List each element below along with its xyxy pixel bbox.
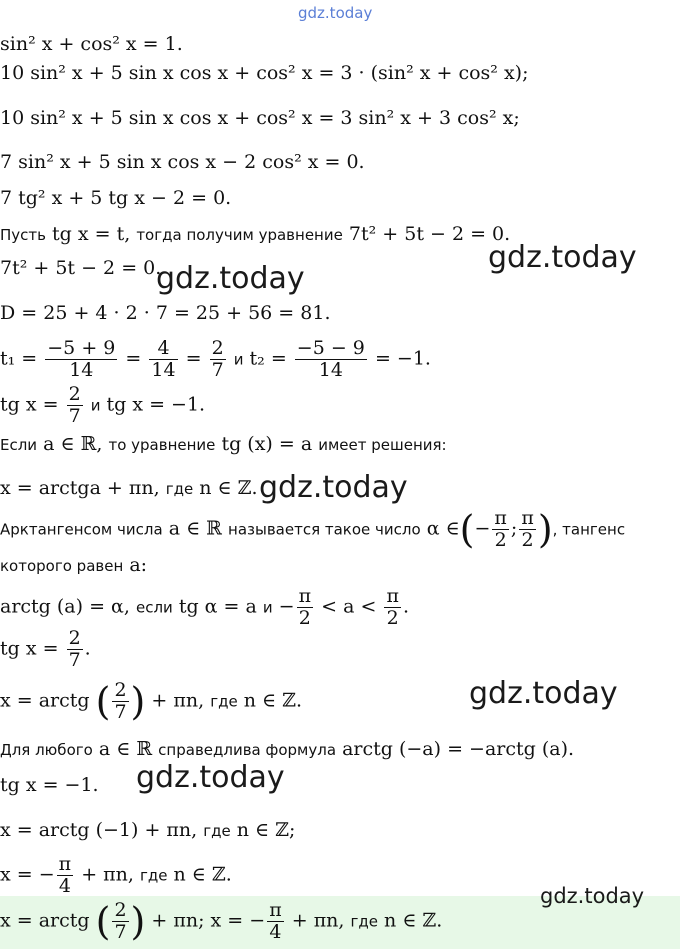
watermark-top: gdz.today bbox=[298, 4, 373, 22]
fraction bbox=[112, 900, 128, 943]
paren: ( bbox=[95, 679, 111, 724]
fraction bbox=[112, 680, 128, 723]
numerator: π bbox=[298, 585, 312, 607]
denominator: 4 bbox=[57, 875, 74, 897]
numerator: 2 bbox=[114, 899, 127, 921]
text: и bbox=[262, 598, 273, 617]
text: то уравнение bbox=[108, 436, 216, 454]
root2-label: t₂ = bbox=[249, 347, 287, 370]
line-solution-second bbox=[0, 821, 295, 840]
text-then: тогда получим уравнение bbox=[136, 226, 343, 244]
math: x = arctg bbox=[0, 689, 90, 712]
line-quadratic: 7t² + 5t − 2 = 0. bbox=[0, 257, 162, 279]
denominator: 7 bbox=[211, 358, 224, 381]
line-answer bbox=[0, 900, 442, 943]
text: называется такое число bbox=[228, 520, 421, 539]
text-and: и bbox=[233, 350, 244, 369]
text: , тангенс bbox=[552, 520, 626, 539]
math: α ∈ bbox=[426, 517, 460, 540]
text: где bbox=[210, 692, 238, 711]
math: tg α = a bbox=[178, 595, 257, 618]
numerator: π bbox=[269, 899, 282, 921]
numerator: π bbox=[494, 507, 507, 529]
equals-sign: = bbox=[125, 347, 142, 370]
text: Арктангенсом числа bbox=[0, 520, 163, 539]
numerator: 2 bbox=[114, 679, 127, 701]
numerator: 4 bbox=[157, 337, 170, 359]
text: где bbox=[165, 480, 194, 498]
math: tg x = bbox=[0, 637, 59, 660]
line-arctg-def: arctg (a) = α, если tg α = a и − $\frac{\pi}{2}$ < a < $\frac{\pi}{2}$ . bbox=[0, 585, 409, 629]
watermark-4: gdz.today bbox=[469, 676, 618, 711]
numerator: −5 − 9 bbox=[296, 337, 365, 359]
line-roots bbox=[0, 338, 431, 381]
denominator: 2 bbox=[519, 529, 536, 551]
math: a ∈ ℝ bbox=[168, 517, 222, 540]
numerator: −5 + 9 bbox=[47, 337, 116, 359]
fraction bbox=[67, 628, 83, 671]
line-definition-cont bbox=[0, 556, 147, 575]
math: arctg (a) = α, bbox=[0, 595, 130, 618]
text: где bbox=[350, 912, 378, 931]
line-substitution bbox=[0, 225, 510, 244]
fraction bbox=[210, 338, 226, 381]
text-let: Пусть bbox=[0, 226, 46, 244]
math: x = arctga + πn, bbox=[0, 477, 160, 499]
numerator: 2 bbox=[68, 383, 81, 405]
text: имеет решения: bbox=[318, 436, 447, 454]
denominator: 2 bbox=[384, 607, 401, 629]
line-odd-property bbox=[0, 740, 574, 759]
denominator: 7 bbox=[114, 700, 127, 723]
fraction bbox=[492, 508, 509, 551]
denominator: 14 bbox=[295, 359, 367, 381]
denominator: 2 bbox=[297, 607, 314, 629]
math: tg x = −1. bbox=[106, 393, 206, 416]
paren: ) bbox=[537, 507, 553, 552]
math: a ∈ ℝ, bbox=[43, 433, 103, 455]
math-quadratic: 7t² + 5t − 2 = 0. bbox=[348, 223, 511, 245]
math-subst: tg x = t, bbox=[52, 223, 131, 245]
text-and: и bbox=[90, 396, 101, 415]
numerator: π bbox=[521, 507, 534, 529]
root2-value: = −1. bbox=[374, 347, 431, 370]
math: x = arctg bbox=[0, 909, 90, 932]
fraction bbox=[295, 338, 367, 381]
watermark-2: gdz.today bbox=[156, 261, 305, 296]
math: n ∈ ℤ. bbox=[173, 863, 232, 886]
line-identity: sin² x + cos² x = 1. bbox=[0, 33, 183, 55]
fraction bbox=[384, 586, 401, 629]
numerator: π bbox=[58, 853, 72, 875]
paren: ) bbox=[130, 899, 146, 944]
numerator: 2 bbox=[211, 337, 224, 359]
text: которого равен bbox=[0, 557, 124, 575]
text: Если bbox=[0, 436, 38, 454]
line-expand: 10 sin² x + 5 sin x cos x + cos² x = 3 sin² x + 3 cos² x; bbox=[0, 107, 520, 129]
line-solution-first bbox=[0, 680, 302, 723]
math: tg (x) = a bbox=[221, 433, 313, 455]
line-definition: Арктангенсом числа a ∈ ℝ называется такое число α ∈(− $\frac{\pi}{2}$ ; $\frac{\pi}{2}$ ), тангенс bbox=[0, 507, 626, 552]
line-general-solution bbox=[0, 479, 258, 498]
math: a: bbox=[129, 554, 148, 576]
math: arctg (−a) = −arctg (a). bbox=[342, 738, 575, 760]
fraction bbox=[519, 508, 536, 551]
watermark-3: gdz.today bbox=[259, 470, 408, 505]
line-tan-equation: 7 tg² x + 5 tg x − 2 = 0. bbox=[0, 187, 232, 209]
paren: ( bbox=[95, 899, 111, 944]
paren: ) bbox=[130, 679, 146, 724]
math: + πn, bbox=[81, 863, 134, 886]
fraction bbox=[149, 338, 177, 381]
watermark-1: gdz.today bbox=[488, 240, 637, 275]
math: x = − bbox=[0, 863, 55, 886]
math: + πn, bbox=[151, 689, 205, 712]
watermark-5: gdz.today bbox=[136, 760, 285, 795]
denominator: 7 bbox=[68, 648, 81, 671]
fraction bbox=[267, 900, 284, 943]
math: n ∈ ℤ. bbox=[243, 689, 303, 712]
root1-label: t₁ = bbox=[0, 347, 38, 370]
text: справедлива формула bbox=[158, 741, 337, 759]
denominator: 14 bbox=[151, 358, 176, 381]
math: n ∈ ℤ; bbox=[236, 819, 296, 841]
line-solution-second-simplified bbox=[0, 854, 232, 897]
math: + πn, bbox=[291, 909, 345, 932]
denominator: 14 bbox=[45, 359, 117, 381]
denominator: 7 bbox=[114, 920, 127, 943]
text: Для любого bbox=[0, 741, 93, 759]
fraction bbox=[45, 338, 117, 381]
line-discriminant: D = 25 + 4 · 2 · 7 = 25 + 56 = 81. bbox=[0, 302, 331, 324]
line-multiply: 10 sin² x + 5 sin x cos x + cos² x = 3 · (sin² x + cos² x); bbox=[0, 62, 529, 84]
line-collect: 7 sin² x + 5 sin x cos x − 2 cos² x = 0. bbox=[0, 151, 365, 173]
math: + πn; x = − bbox=[151, 909, 266, 932]
denominator: 4 bbox=[267, 921, 284, 943]
line-tan-second: tg x = −1. bbox=[0, 774, 99, 796]
line-tan-first: tg x = $\frac{2}{7}$ . bbox=[0, 627, 91, 671]
paren: ( bbox=[459, 507, 475, 552]
text: если bbox=[135, 598, 173, 617]
math: < a < bbox=[321, 595, 377, 618]
denominator: 7 bbox=[68, 404, 81, 427]
watermark-bottom: gdz.today bbox=[540, 884, 645, 908]
fraction bbox=[297, 586, 314, 629]
line-tan-values bbox=[0, 384, 205, 427]
equals-sign: = bbox=[185, 347, 202, 370]
math: x = arctg (−1) + πn, bbox=[0, 819, 198, 841]
math: a ∈ ℝ bbox=[98, 738, 153, 760]
math: tg x = bbox=[0, 393, 59, 416]
math: n ∈ ℤ. bbox=[199, 477, 258, 499]
math: n ∈ ℤ. bbox=[384, 909, 443, 932]
text: где bbox=[139, 866, 168, 885]
line-rule bbox=[0, 435, 447, 454]
denominator: 2 bbox=[492, 529, 509, 551]
fraction bbox=[57, 854, 74, 897]
numerator: 2 bbox=[68, 627, 81, 649]
numerator: π bbox=[386, 585, 399, 607]
text: где bbox=[203, 822, 231, 840]
fraction bbox=[67, 384, 83, 427]
